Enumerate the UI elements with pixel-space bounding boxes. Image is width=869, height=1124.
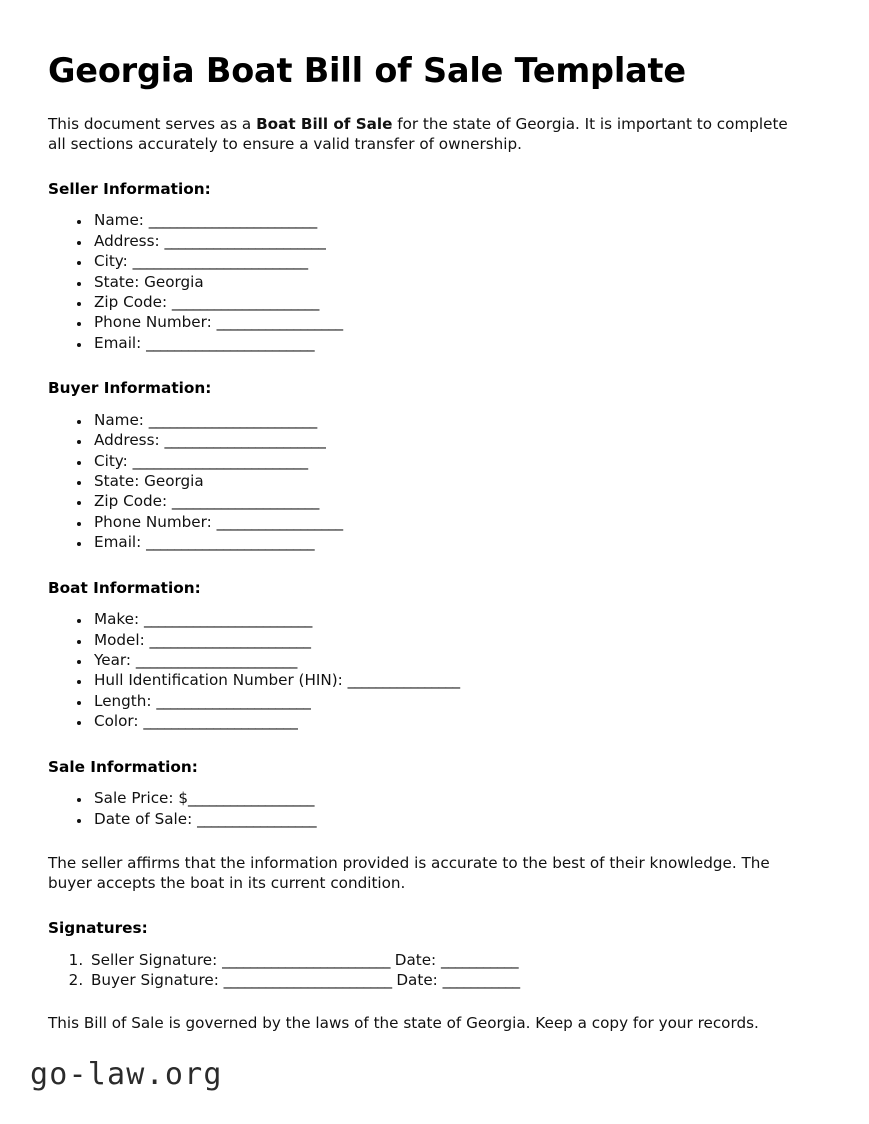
field-label: Address: [94, 431, 165, 450]
field-buyer-state [91, 471, 820, 491]
section-heading-signatures: Signatures: [48, 919, 148, 938]
section-heading-sale: Sale Information: [48, 757, 198, 776]
affirmation-paragraph: The seller affirms that the information provided is accurate to the best of their knowledge. The buyer accepts the boat in its current condition. [48, 853, 770, 893]
document-body [48, 52, 820, 1033]
field-seller-email[interactable] [91, 333, 820, 353]
field-blank-line[interactable]: ________________________ [146, 333, 314, 352]
field-label: Year: [94, 650, 136, 669]
field-blank-line[interactable]: __________________ [188, 789, 314, 808]
field-boat-hin[interactable] [91, 670, 820, 690]
field-label: Email: [94, 533, 147, 552]
field-blank-line[interactable]: _________________________ [132, 252, 308, 271]
intro-text-before: This document serves as a [48, 114, 257, 133]
field-seller-zip-code[interactable] [91, 292, 820, 312]
field-label: Phone Number: [94, 313, 217, 332]
field-blank-line[interactable]: _______________________ [164, 431, 326, 450]
field-blank-line[interactable]: _______________________ [135, 650, 297, 669]
date-blank-line[interactable]: ___________ [441, 950, 518, 969]
field-label: City: [94, 451, 133, 470]
field-blank-line[interactable]: _____________________ [171, 492, 319, 511]
buyer-field-list [48, 410, 820, 553]
field-boat-model[interactable] [91, 630, 820, 650]
field-label: City: [94, 252, 133, 271]
field-label: Email: [94, 333, 147, 352]
field-label: Make: [94, 610, 144, 629]
field-boat-length[interactable] [91, 691, 820, 711]
field-blank-line[interactable]: _______________________ [149, 630, 311, 649]
field-boat-make[interactable] [91, 609, 820, 629]
field-label: Zip Code: [94, 293, 172, 312]
field-buyer-phone-number[interactable] [91, 512, 820, 532]
field-blank-line[interactable]: ______________________ [156, 691, 311, 710]
intro-text-bold: Boat Bill of Sale [256, 114, 393, 133]
sale-field-list [48, 788, 820, 829]
field-label: Model: [94, 630, 150, 649]
field-seller-name[interactable] [91, 210, 820, 230]
governing-law-paragraph: This Bill of Sale is governed by the laws of the state of Georgia. Keep a copy for your records. [48, 1013, 759, 1032]
field-label: Zip Code: [94, 492, 172, 511]
field-blank-line[interactable]: ________________________ [148, 211, 317, 230]
signature-list [48, 950, 820, 991]
field-label: Sale Price: $ [94, 789, 188, 808]
field-blank-line[interactable]: ________________________ [146, 533, 314, 552]
field-buyer-email[interactable] [91, 532, 820, 552]
field-blank-line[interactable]: ________________ [347, 671, 460, 690]
boat-field-list [48, 609, 820, 732]
field-label: Phone Number: [94, 512, 217, 531]
field-buyer-name[interactable] [91, 410, 820, 430]
field-blank-line[interactable]: ________________________ [143, 610, 312, 629]
signature-label: Buyer Signature: [91, 971, 224, 990]
field-label: Address: [94, 231, 165, 250]
intro-text-after: for the state of Georgia. It is important to complete all sections accurately to ensure a valid transfer of ownership. [48, 114, 788, 153]
field-blank-line[interactable]: _______________________ [164, 231, 326, 250]
seller-field-list [48, 210, 820, 353]
field-label: Hull Identification Number (HIN): [94, 671, 348, 690]
field-blank-line[interactable]: ______________________ [143, 712, 298, 731]
date-label: Date: [389, 950, 441, 969]
field-blank-line[interactable]: __________________ [216, 313, 343, 332]
signature-row-buyer[interactable] [88, 970, 820, 990]
field-seller-city[interactable] [91, 251, 820, 271]
field-label: Name: [94, 211, 149, 230]
field-blank-line[interactable]: _____________________ [171, 293, 319, 312]
field-label: State: Georgia [94, 472, 204, 491]
field-boat-color[interactable] [91, 711, 820, 731]
field-blank-line[interactable]: _________________________ [132, 451, 308, 470]
section-heading-boat: Boat Information: [48, 578, 201, 597]
field-buyer-zip-code[interactable] [91, 491, 820, 511]
date-label: Date: [391, 971, 443, 990]
field-blank-line[interactable]: __________________ [216, 512, 343, 531]
section-heading-buyer: Buyer Information: [48, 379, 212, 398]
field-buyer-address[interactable] [91, 430, 820, 450]
signature-blank-line[interactable]: ________________________ [222, 950, 390, 969]
field-seller-state [91, 272, 820, 292]
field-seller-address[interactable] [91, 231, 820, 251]
date-blank-line[interactable]: ___________ [442, 971, 520, 990]
section-heading-seller: Seller Information: [48, 179, 211, 198]
intro-paragraph [48, 114, 800, 154]
field-label: Color: [94, 712, 144, 731]
signature-blank-line[interactable]: ________________________ [223, 971, 392, 990]
field-label: Length: [94, 691, 157, 710]
field-label: State: Georgia [94, 272, 204, 291]
field-blank-line[interactable]: ________________________ [148, 410, 317, 429]
field-seller-phone-number[interactable] [91, 312, 820, 332]
field-label: Date of Sale: [94, 809, 198, 828]
field-buyer-city[interactable] [91, 451, 820, 471]
field-boat-year[interactable] [91, 650, 820, 670]
field-date-of-sale[interactable] [91, 809, 820, 829]
site-watermark: go-law.org [30, 1057, 223, 1092]
field-blank-line[interactable]: _________________ [197, 809, 316, 828]
field-sale-price[interactable] [91, 788, 820, 808]
signature-label: Seller Signature: [91, 950, 223, 969]
page-title: Georgia Boat Bill of Sale Template [48, 51, 686, 90]
signature-row-seller[interactable] [88, 950, 820, 970]
field-label: Name: [94, 410, 149, 429]
